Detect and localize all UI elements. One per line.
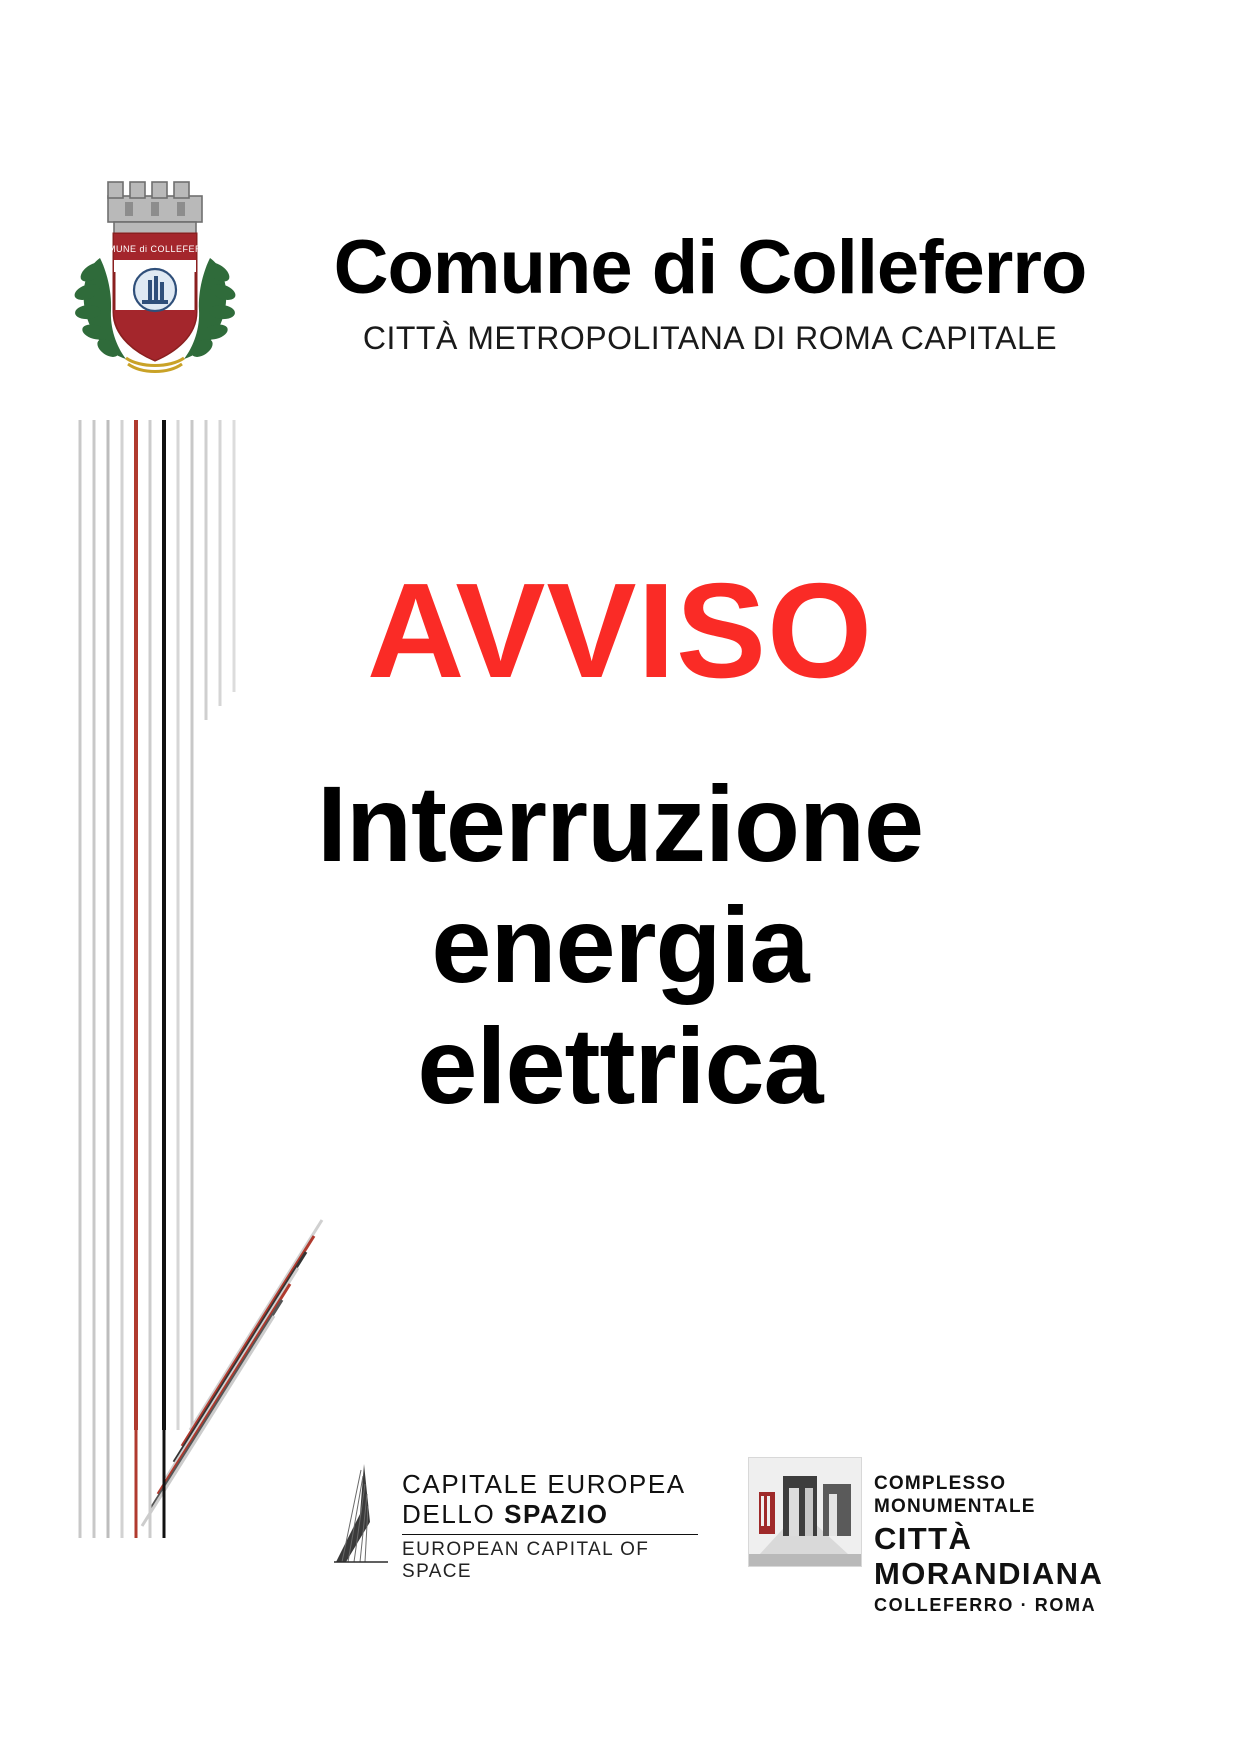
space-logo-divider — [402, 1534, 698, 1535]
header-text-block — [250, 225, 1170, 357]
space-logo-line-1: CAPITALE EUROPEA — [402, 1469, 686, 1499]
capitale-europea-dello-spazio-icon — [330, 1462, 392, 1567]
notice-heading: AVVISO — [366, 555, 874, 706]
notice-block — [180, 555, 1060, 1127]
space-logo-line-2 — [402, 1500, 698, 1530]
footer-logos — [330, 1455, 1160, 1615]
space-logo-line-3: EUROPEAN CAPITAL OF SPACE — [402, 1539, 650, 1583]
morandiana-line-1: COMPLESSO MONUMENTALE — [874, 1473, 1036, 1517]
notice-body-line-1: Interruzione — [316, 762, 924, 884]
notice-body-line-2: energia — [431, 883, 809, 1005]
space-logo-line-2-light: DELLO — [402, 1498, 505, 1529]
capitale-europea-dello-spazio-text — [402, 1470, 698, 1583]
page-subtitle: CITTÀ METROPOLITANA DI ROMA CAPITALE — [362, 320, 1058, 356]
document-header — [60, 150, 1180, 390]
svg-text:COMUNE di COLLEFERRO: COMUNE di COLLEFERRO — [93, 244, 217, 254]
page-title: Comune di Colleferro — [333, 225, 1087, 310]
capitale-europea-dello-spazio-logo — [330, 1460, 700, 1583]
citta-morandiana-icon — [748, 1457, 862, 1567]
notice-body — [180, 764, 1060, 1127]
coat-of-arms-icon — [70, 160, 240, 375]
citta-morandiana-text — [874, 1473, 1160, 1616]
citta-morandiana-logo — [748, 1455, 1160, 1615]
space-logo-line-2-bold: SPAZIO — [504, 1498, 609, 1529]
morandiana-line-3: COLLEFERRO · ROMA — [874, 1594, 1097, 1615]
morandiana-line-2: CITTÀ MORANDIANA — [874, 1520, 1104, 1592]
notice-body-line-3: elettrica — [417, 1004, 823, 1126]
